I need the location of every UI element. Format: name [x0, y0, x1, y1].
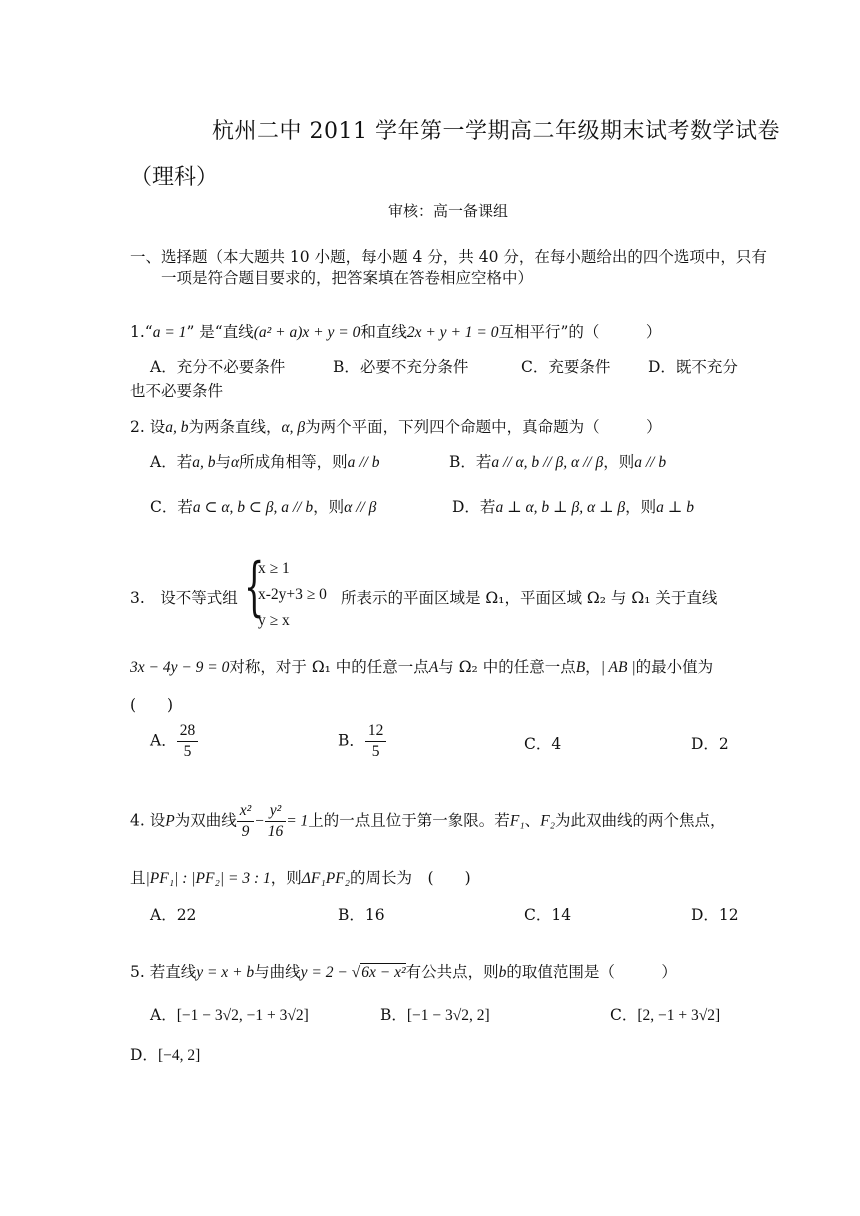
question-5-stem — [130, 960, 677, 982]
q1-option-c: C．充要条件 — [521, 358, 611, 376]
q2-text: 为两条直线， — [188, 418, 282, 436]
q1-option-d: D．既不充分 — [648, 358, 738, 376]
fraction-numerator: 12 — [365, 721, 387, 742]
q3-option-label: A． — [150, 731, 177, 750]
q4-focus-1: F₁ — [509, 812, 525, 830]
question-2-stem — [130, 415, 662, 437]
q1-option-d-cont: 也不必要条件 — [130, 382, 224, 400]
q2-math: a ⊂ α, b ⊂ β, a // b — [192, 499, 314, 516]
q4-text: ，则 — [270, 869, 302, 887]
q3-distance: | AB | — [600, 659, 636, 676]
q2-text: ，则 — [313, 498, 345, 516]
section-heading-cont: 一项是符合题目要求的，把答案填在答卷相应空格中） — [161, 269, 534, 287]
q5-option-value: [−1 − 3√2, −1 + 3√2] — [176, 1007, 309, 1024]
q5-option-label: A． — [150, 1006, 177, 1024]
q2-option-c — [150, 495, 376, 517]
q3-system-line-1: x ≥ 1 — [258, 560, 290, 577]
question-4-stem — [130, 801, 726, 842]
q2-text: ，则 — [603, 453, 635, 471]
q5-variable-b: b — [498, 964, 507, 981]
q2-text: B．若 — [449, 453, 492, 471]
q4-point-p: P — [165, 812, 175, 830]
fraction-numerator: x² — [237, 801, 255, 822]
q3-system-line-2: x-2y+3 ≥ 0 — [258, 586, 327, 603]
q2-math: a // b — [634, 454, 667, 471]
q1-text: 互相平行”的（ ） — [498, 323, 662, 341]
q1-text: 1.“ — [130, 323, 153, 341]
q4-text: 为此双曲线的两个焦点， — [555, 811, 726, 830]
q3-text: 与 Ω₂ 中的任意一点 — [438, 658, 576, 676]
q4-option-b: B．16 — [338, 906, 385, 924]
page-title: 杭州二中 2011 学年第一学期高二年级期末试考数学试卷 — [212, 119, 780, 144]
q3-option-a-fraction — [177, 721, 199, 762]
q4-triangle: ΔF₁PF₂ — [301, 870, 351, 887]
q2-math: a, b — [192, 454, 216, 471]
q4-option-d: D．12 — [691, 906, 739, 924]
q2-math: α // β — [344, 499, 377, 516]
q5-option-value: [2, −1 + 3√2] — [637, 1007, 721, 1024]
fraction-denominator: 5 — [371, 743, 380, 760]
q4-text: 且 — [130, 869, 146, 887]
q5-option-b — [380, 1003, 490, 1025]
q3-point-a: A — [428, 659, 439, 676]
q4-text: 4. 设 — [130, 811, 166, 830]
q4-text: 、 — [524, 811, 541, 830]
q4-fraction-x — [237, 801, 255, 842]
system-brace: { — [244, 550, 265, 624]
q5-option-a — [150, 1003, 309, 1025]
fraction-denominator: 16 — [267, 823, 284, 840]
q2-math: α — [230, 454, 240, 471]
question-4-line-2 — [130, 866, 471, 888]
q5-text: 有公共点，则 — [405, 963, 499, 981]
q3-option-b-fraction — [365, 721, 387, 762]
q3-text: ， — [585, 658, 601, 676]
q1-text: ” 是“直线 — [186, 323, 254, 341]
q2-option-a — [150, 450, 380, 472]
page-subtitle: （理科） — [130, 165, 219, 190]
q2-text: ，则 — [625, 498, 657, 516]
q2-math: a // α, b // β, α // β — [491, 454, 604, 471]
q2-planes: α, β — [281, 419, 306, 436]
q1-line1-eq: (a² + a)x + y = 0 — [253, 324, 361, 341]
fraction-denominator: 9 — [241, 823, 250, 840]
q2-text: D．若 — [452, 498, 496, 516]
q5-option-c — [610, 1003, 720, 1025]
question-1-stem — [130, 320, 661, 342]
q4-text: 为双曲线 — [174, 811, 237, 830]
q3-option-label: B． — [338, 731, 365, 750]
q2-option-b — [449, 450, 666, 472]
q2-text: C．若 — [150, 498, 193, 516]
q1-option-b: B．必要不充分条件 — [333, 358, 469, 376]
q3-system-line-3: y ≥ x — [258, 612, 290, 629]
q5-option-label: D． — [130, 1046, 158, 1064]
q2-option-d — [452, 495, 694, 517]
q5-line-eq: y = x + b — [196, 964, 255, 981]
q2-text: 所成角相等，则 — [239, 453, 348, 471]
q5-curve-eq: y = 2 − — [300, 964, 352, 981]
q5-option-d — [130, 1043, 200, 1065]
q4-focus-2: F₂ — [540, 812, 556, 830]
q2-text: 2. 设 — [130, 418, 166, 436]
question-3-stem-start: 3. 设不等式组 — [130, 589, 238, 607]
q3-text: 对称，对于 Ω₁ 中的任意一点 — [229, 658, 429, 676]
fraction-denominator: 5 — [183, 743, 192, 760]
q3-point-b: B — [575, 659, 586, 676]
fraction-numerator: y² — [265, 801, 287, 822]
q4-option-a: A．22 — [150, 906, 197, 924]
q1-option-a: A．充分不必要条件 — [150, 358, 286, 376]
q2-lines: a, b — [165, 419, 189, 436]
question-3-line-2 — [130, 655, 713, 677]
reviewer-note: 审核：高一备课组 — [388, 202, 509, 220]
q2-text: A．若 — [150, 453, 193, 471]
q2-text: 为两个平面，下列四个命题中，真命题为（ ） — [305, 418, 662, 436]
q5-text: 的取值范围是（ ） — [506, 963, 677, 981]
q3-option-b — [338, 721, 386, 762]
q5-option-value: [−4, 2] — [157, 1047, 201, 1064]
q4-minus: − — [254, 812, 265, 830]
fraction-numerator: 28 — [177, 721, 199, 742]
q5-text: 5. 若直线 — [130, 963, 197, 981]
q2-text: 与 — [215, 453, 231, 471]
q4-fraction-y — [265, 801, 287, 842]
q3-option-c: C．4 — [524, 735, 562, 753]
q3-answer-paren: ( ) — [130, 696, 174, 714]
sqrt-icon: √ — [351, 964, 361, 981]
q3-option-a — [150, 721, 198, 762]
q5-curve-radicand: 6x − x² — [361, 964, 406, 981]
q4-equals: = 1 — [286, 812, 309, 830]
q2-math: a ⊥ b — [656, 499, 694, 516]
q3-symmetry-line: 3x − 4y − 9 = 0 — [130, 659, 230, 676]
q4-ratio: |PF₁| : |PF₂| = 3 : 1 — [145, 870, 271, 887]
q5-option-value: [−1 − 3√2, 2] — [406, 1007, 490, 1024]
q3-option-d: D．2 — [691, 735, 729, 753]
q5-option-label: B． — [380, 1006, 407, 1024]
q3-text: 的最小值为 — [635, 658, 714, 676]
q2-math: a ⊥ α, b ⊥ β, α ⊥ β — [495, 499, 626, 516]
q1-condition: a = 1 — [152, 324, 187, 341]
q4-option-c: C．14 — [524, 906, 572, 924]
section-heading: 一、选择题（本大题共 10 小题，每小题 4 分，共 40 分，在每小题给出的四个选项中，只有 — [130, 248, 767, 266]
q4-text: 的周长为 ( ) — [350, 869, 471, 887]
q5-text: 与曲线 — [254, 963, 301, 981]
q1-line2-eq: 2x + y + 1 = 0 — [406, 324, 499, 341]
q4-text: 上的一点且位于第一象限。若 — [308, 811, 510, 830]
question-3-stem-end: 所表示的平面区域是 Ω₁，平面区域 Ω₂ 与 Ω₁ 关于直线 — [341, 589, 718, 607]
q2-math: a // b — [347, 454, 380, 471]
q1-text: 和直线 — [360, 323, 407, 341]
q5-option-label: C． — [610, 1006, 638, 1024]
